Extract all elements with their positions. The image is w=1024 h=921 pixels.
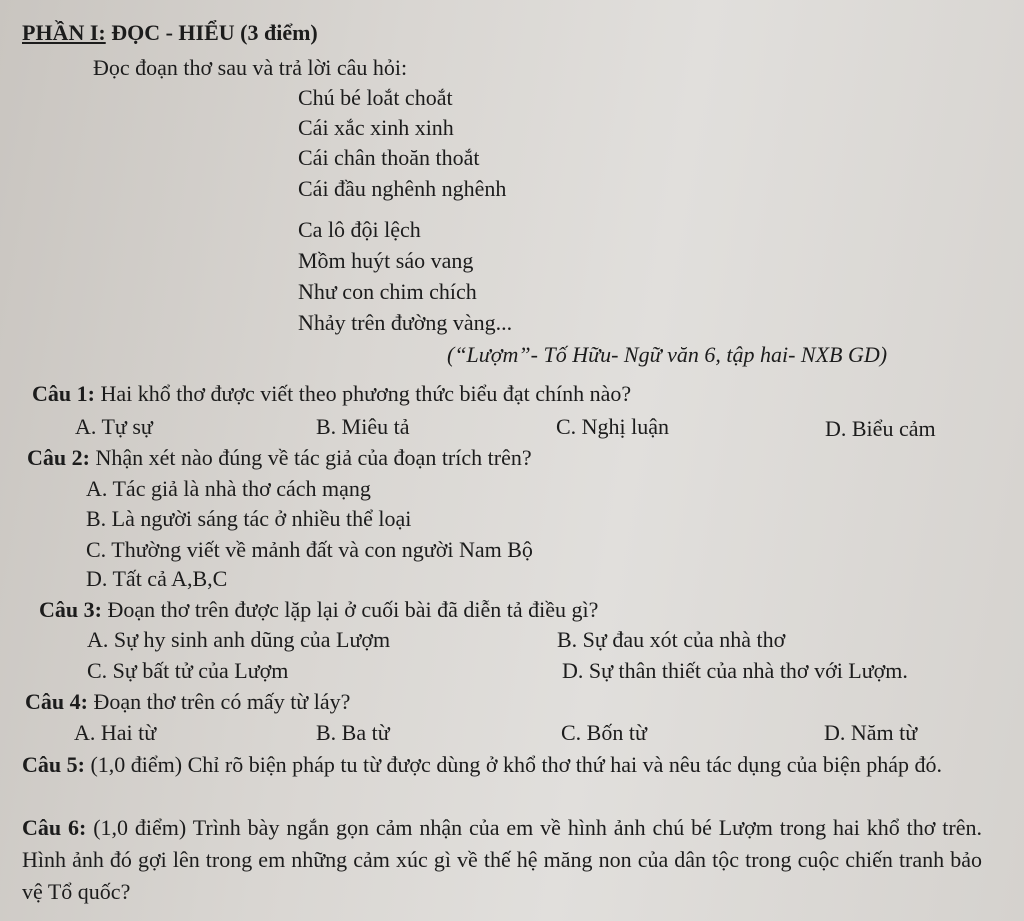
question-3-text: Đoạn thơ trên được lặp lại ở cuối bài đã diễn tả điều gì? [101, 597, 599, 622]
poem-source: (“Lượm”- Tố Hữu- Ngữ văn 6, tập hai- NXB GD) [447, 342, 888, 367]
q3-option-c: C. Sự bất tử của Lượm [87, 658, 289, 683]
section-title [22, 20, 318, 46]
question-1-text: Hai khổ thơ được viết theo phương thức biểu đạt chính nào? [94, 381, 632, 406]
question-2 [27, 445, 532, 471]
question-6 [22, 812, 982, 908]
q3-option-a: A. Sự hy sinh anh dũng của Lượm [87, 627, 391, 652]
question-4 [25, 689, 350, 715]
q1-option-c: C. Nghị luận [556, 414, 670, 439]
q1-option-b: B. Miêu tả [316, 414, 410, 439]
question-6-label: Câu 6: [22, 815, 87, 840]
q4-option-b: B. Ba từ [316, 720, 390, 745]
poem-line: Chú bé loắt choắt [298, 85, 453, 110]
question-5-label: Câu 5: [22, 752, 85, 777]
q4-option-a: A. Hai từ [74, 720, 157, 745]
question-2-text: Nhận xét nào đúng về tác giả của đoạn trích trên? [89, 445, 532, 470]
question-1 [32, 381, 631, 407]
question-5-text: (1,0 điểm) Chỉ rõ biện pháp tu từ được dùng ở khổ thơ thứ hai và nêu tác dụng của biện pháp đó. [84, 752, 942, 777]
q1-option-a: A. Tự sự [75, 414, 153, 439]
section-title-prefix: PHẦN I: [22, 20, 106, 45]
q2-option-a: A. Tác giả là nhà thơ cách mạng [86, 476, 371, 501]
poem-line: Cái đầu nghênh nghênh [298, 176, 507, 201]
question-2-label: Câu 2: [27, 445, 90, 470]
question-1-label: Câu 1: [32, 381, 95, 406]
poem-line: Như con chim chích [298, 279, 477, 304]
q1-option-d: D. Biểu cảm [825, 416, 936, 441]
question-3 [39, 597, 598, 623]
q4-option-d: D. Năm từ [824, 720, 918, 745]
reading-instruction: Đọc đoạn thơ sau và trả lời câu hỏi: [93, 55, 408, 80]
poem-line: Mồm huýt sáo vang [298, 248, 474, 273]
question-3-label: Câu 3: [39, 597, 102, 622]
q2-option-b: B. Là người sáng tác ở nhiều thể loại [86, 506, 412, 531]
section-title-rest: ĐỌC - HIỂU (3 điểm) [105, 20, 318, 45]
poem-line: Cái xắc xinh xinh [298, 115, 454, 140]
q2-option-d: D. Tất cả A,B,C [86, 566, 228, 591]
question-4-text: Đoạn thơ trên có mấy từ láy? [87, 689, 351, 714]
question-4-label: Câu 4: [25, 689, 88, 714]
question-6-text: (1,0 điểm) Trình bày ngắn gọn cảm nhận của em về hình ảnh chú bé Lượm trong hai khổ thơ trên. Hình ảnh đó gợi lên trong em những cảm xúc gì về thế hệ măng non của dân tộc trong cuộc chiến tranh bảo vệ Tổ quốc? [22, 815, 982, 904]
q3-option-d: D. Sự thân thiết của nhà thơ với Lượm. [562, 658, 908, 683]
question-5 [22, 749, 982, 781]
poem-line: Ca lô đội lệch [298, 217, 421, 242]
q2-option-c: C. Thường viết về mảnh đất và con người Nam Bộ [86, 537, 533, 562]
poem-line: Nhảy trên đường vàng... [298, 310, 513, 335]
poem-line: Cái chân thoăn thoắt [298, 145, 480, 170]
q4-option-c: C. Bốn từ [561, 720, 647, 745]
q3-option-b: B. Sự đau xót của nhà thơ [557, 627, 786, 652]
